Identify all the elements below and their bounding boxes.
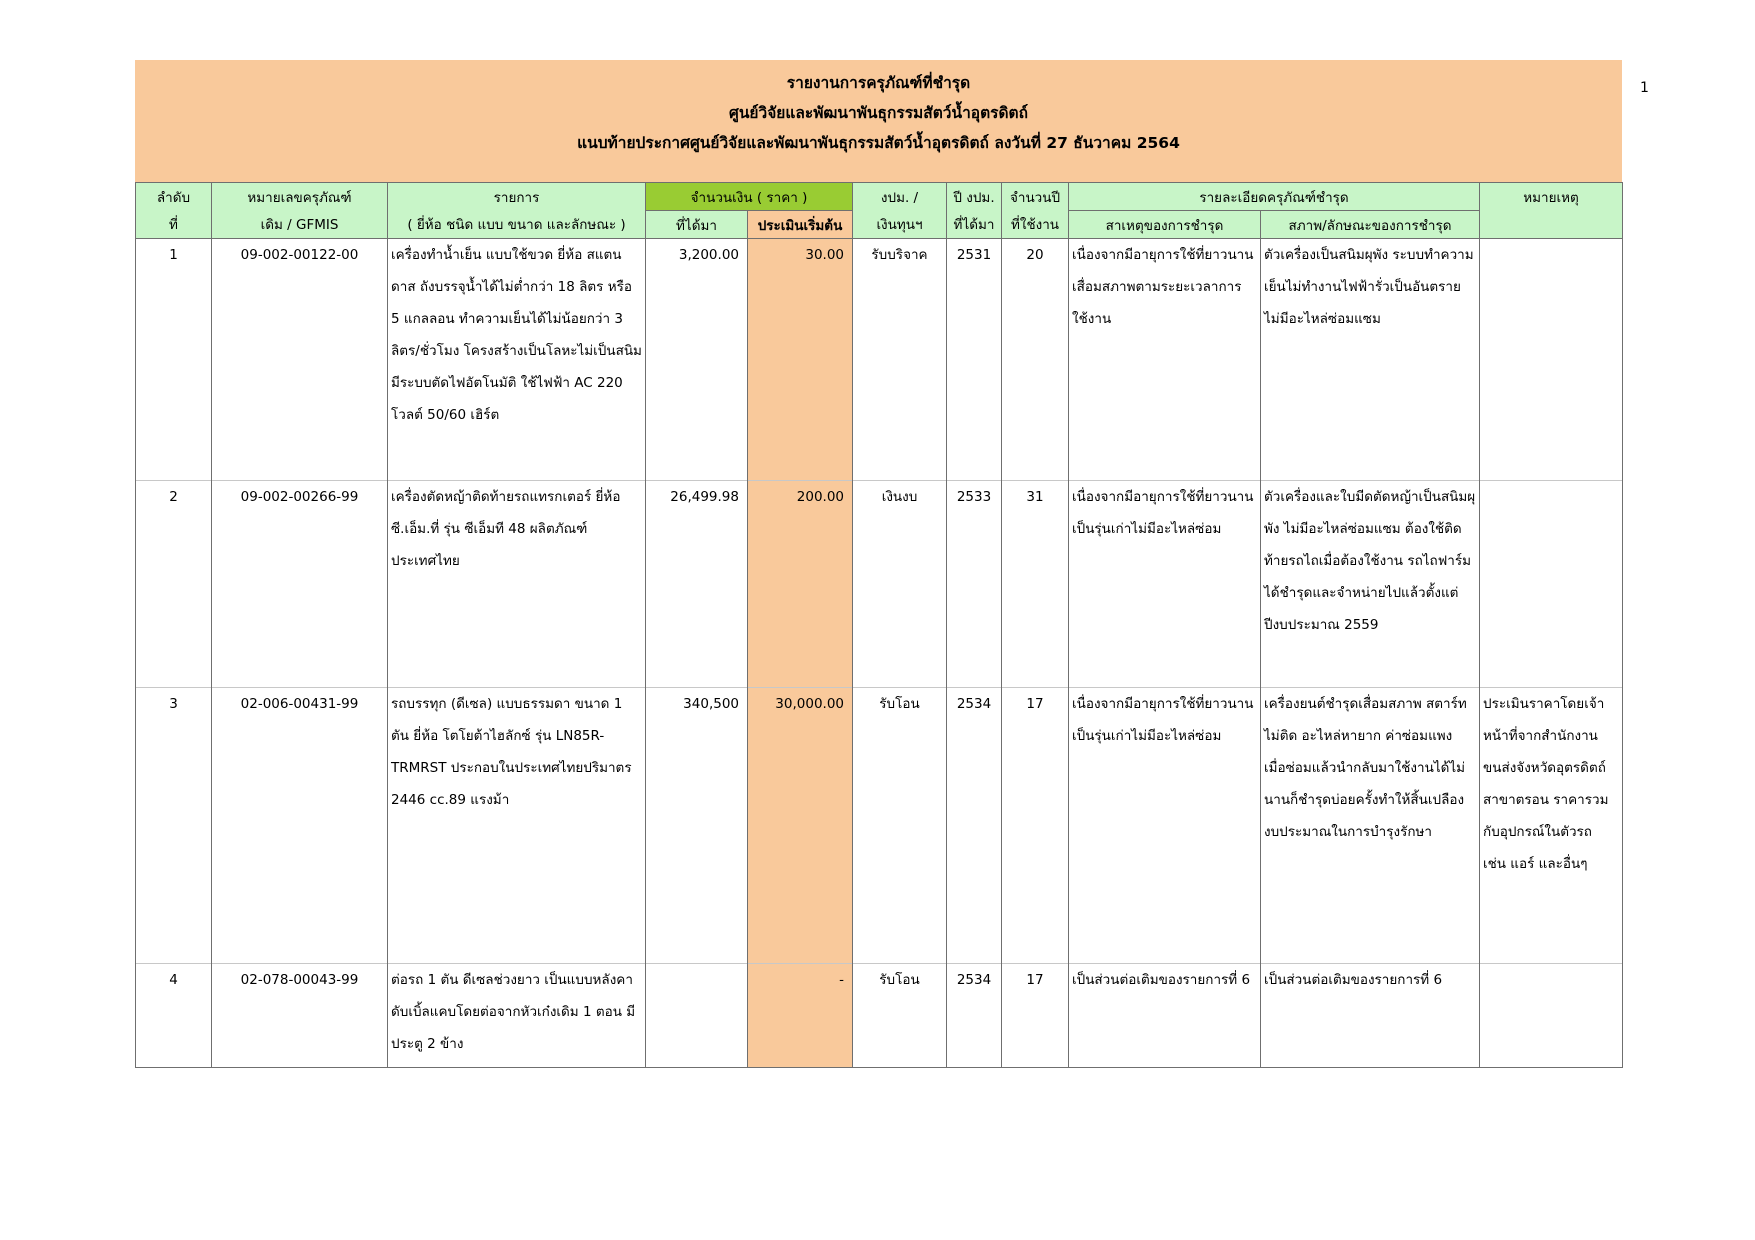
row-budget-year: 2531 [947, 239, 1002, 481]
row-condition: เครื่องยนต์ชำรุดเสื่อมสภาพ สตาร์ทไม่ติด อะไหล่หายาก ค่าซ่อมแพง เมื่อซ่อมแล้วนำกลับมาใช้งานได้ไม่นานก็ชำรุดบ่อยครั้งทำให้สิ้นเปลืองงบประมาณในการบำรุงรักษา [1261, 688, 1480, 964]
row-years-used: 20 [1002, 239, 1069, 481]
row-item: ต่อรถ 1 ตัน ดีเซลช่วงยาว เป็นแบบหลังคาดับเบิ้ลแคบโดยต่อจากหัวเก๋งเดิม 1 ตอน มีประตู 2 ข้าง [388, 964, 646, 1068]
header-seq: ลำดับ [136, 183, 212, 211]
row-cause: เนื่องจากมีอายุการใช้ที่ยาวนาน เป็นรุ่นเก่าไม่มีอะไหล่ซ่อม [1069, 688, 1261, 964]
row-appraised-price: - [748, 964, 853, 1068]
row-seq: 4 [136, 964, 212, 1068]
row-remarks [1480, 481, 1623, 688]
row-appraised-price: 30.00 [748, 239, 853, 481]
row-appraised-price: 30,000.00 [748, 688, 853, 964]
header-row-1 [136, 183, 1623, 211]
header-item: รายการ [388, 183, 646, 211]
row-remarks [1480, 239, 1623, 481]
row-acquired-price [646, 964, 748, 1068]
agency-name: ศูนย์วิจัยและพัฒนาพันธุกรรมสัตว์น้ำอุตรดิตถ์ [729, 104, 1028, 122]
row-years-used: 31 [1002, 481, 1069, 688]
row-budget: รับโอน [853, 688, 947, 964]
header-seq-sub: ที่ [136, 211, 212, 239]
row-seq: 3 [136, 688, 212, 964]
header-acquired-price: ที่ได้มา [646, 211, 748, 239]
row-item: เครื่องทำน้ำเย็น แบบใช้ขวด ยี่ห้อ สแตนดาส ถังบรรจุน้ำได้ไม่ต่ำกว่า 18 ลิตร หรือ 5 แกลลอน ทำความเย็นได้ไม่น้อยกว่า 3 ลิตร/ชั่วโมง โครงสร้างเป็นโลหะไม่เป็นสนิมมีระบบตัดไฟอัตโนมัติ ใช้ไฟฟ้า AC 220 โวลต์ 50/60 เฮิร์ต [388, 239, 646, 481]
row-acquired-price: 340,500 [646, 688, 748, 964]
row-cause: เนื่องจากมีอายุการใช้ที่ยาวนาน เสื่อมสภาพตามระยะเวลาการใช้งาน [1069, 239, 1261, 481]
row-condition: ตัวเครื่องเป็นสนิมผุพัง ระบบทำความเย็นไม่ทำงานไฟฟ้ารั่วเป็นอันตราย ไม่มีอะไหล่ซ่อมแซม [1261, 239, 1480, 481]
header-cause: สาเหตุของการชำรุด [1069, 211, 1261, 239]
header-remarks: หมายเหตุ [1480, 183, 1623, 211]
header-budget: งปม. / [853, 183, 947, 211]
row-seq: 2 [136, 481, 212, 688]
table-row [136, 239, 1623, 481]
row-asset-number: 02-006-00431-99 [212, 688, 388, 964]
row-condition: เป็นส่วนต่อเติมของรายการที่ 6 [1261, 964, 1480, 1068]
announcement-reference: แนบท้ายประกาศศูนย์วิจัยและพัฒนาพันธุกรรมสัตว์น้ำอุตรดิตถ์ ลงวันที่ 27 ธันวาคม 2564 [577, 134, 1180, 152]
row-acquired-price: 3,200.00 [646, 239, 748, 481]
row-budget: เงินงบ [853, 481, 947, 688]
header-appraised-price: ประเมินเริ่มต้น [748, 211, 853, 239]
report-title-block [135, 60, 1622, 182]
damaged-assets-report [135, 60, 1622, 1068]
row-remarks: ประเมินราคาโดยเจ้าหน้าที่จากสำนักงานขนส่งจังหวัดอุตรดิตถ์ สาขาตรอน ราคารวมกับอุปกรณ์ในตัวรถ เช่น แอร์ และอื่นๆ [1480, 688, 1623, 964]
row-years-used: 17 [1002, 964, 1069, 1068]
row-remarks [1480, 964, 1623, 1068]
table-row [136, 688, 1623, 964]
row-cause: เป็นส่วนต่อเติมของรายการที่ 6 [1069, 964, 1261, 1068]
report-title: รายงานการครุภัณฑ์ที่ชำรุด [786, 74, 971, 92]
header-years-used-sub: ที่ใช้งาน [1002, 211, 1069, 239]
header-asset-number-sub: เดิม / GFMIS [212, 211, 388, 239]
row-appraised-price: 200.00 [748, 481, 853, 688]
assets-table [135, 182, 1623, 1068]
table-row [136, 481, 1623, 688]
header-row-2 [136, 211, 1623, 239]
header-years-used: จำนวนปี [1002, 183, 1069, 211]
header-remarks-sub [1480, 211, 1623, 239]
header-budget-year: ปี งปม. [947, 183, 1002, 211]
header-budget-sub: เงินทุนฯ [853, 211, 947, 239]
header-condition: สภาพ/ลักษณะของการชำรุด [1261, 211, 1480, 239]
header-asset-number: หมายเลขครุภัณฑ์ [212, 183, 388, 211]
table-row [136, 964, 1623, 1068]
page-number: 1 [1640, 80, 1649, 96]
row-seq: 1 [136, 239, 212, 481]
header-budget-year-sub: ที่ได้มา [947, 211, 1002, 239]
row-budget-year: 2534 [947, 688, 1002, 964]
header-item-sub: ( ยี่ห้อ ชนิด แบบ ขนาด และลักษณะ ) [388, 211, 646, 239]
row-item: เครื่องตัดหญ้าติดท้ายรถแทรกเตอร์ ยี่ห้อ ซี.เอ็ม.ที่ รุ่น ซีเอ็มที 48 ผลิตภัณฑ์ประเทศไทย [388, 481, 646, 688]
row-budget: รับโอน [853, 964, 947, 1068]
row-budget-year: 2533 [947, 481, 1002, 688]
row-budget: รับบริจาค [853, 239, 947, 481]
header-damage-details: รายละเอียดครุภัณฑ์ชำรุด [1069, 183, 1480, 211]
row-asset-number: 09-002-00266-99 [212, 481, 388, 688]
row-condition: ตัวเครื่องและใบมีดตัดหญ้าเป็นสนิมผุพัง ไม่มีอะไหล่ซ่อมแซม ต้องใช้ติดท้ายรถไถเมื่อต้องใช้งาน รถไถฟาร์มได้ชำรุดและจำหน่ายไปแล้วตั้งแต่ปีงบประมาณ 2559 [1261, 481, 1480, 688]
row-asset-number: 09-002-00122-00 [212, 239, 388, 481]
row-asset-number: 02-078-00043-99 [212, 964, 388, 1068]
header-amount: จำนวนเงิน ( ราคา ) [646, 183, 853, 211]
row-item: รถบรรทุก (ดีเซล) แบบธรรมดา ขนาด 1 ตัน ยี่ห้อ โตโยต้าไฮลักซ์ รุ่น LN85R-TRMRST ประกอบในประเทศไทยปริมาตร 2446 cc.89 แรงม้า [388, 688, 646, 964]
row-years-used: 17 [1002, 688, 1069, 964]
row-budget-year: 2534 [947, 964, 1002, 1068]
row-acquired-price: 26,499.98 [646, 481, 748, 688]
row-cause: เนื่องจากมีอายุการใช้ที่ยาวนาน เป็นรุ่นเก่าไม่มีอะไหล่ซ่อม [1069, 481, 1261, 688]
